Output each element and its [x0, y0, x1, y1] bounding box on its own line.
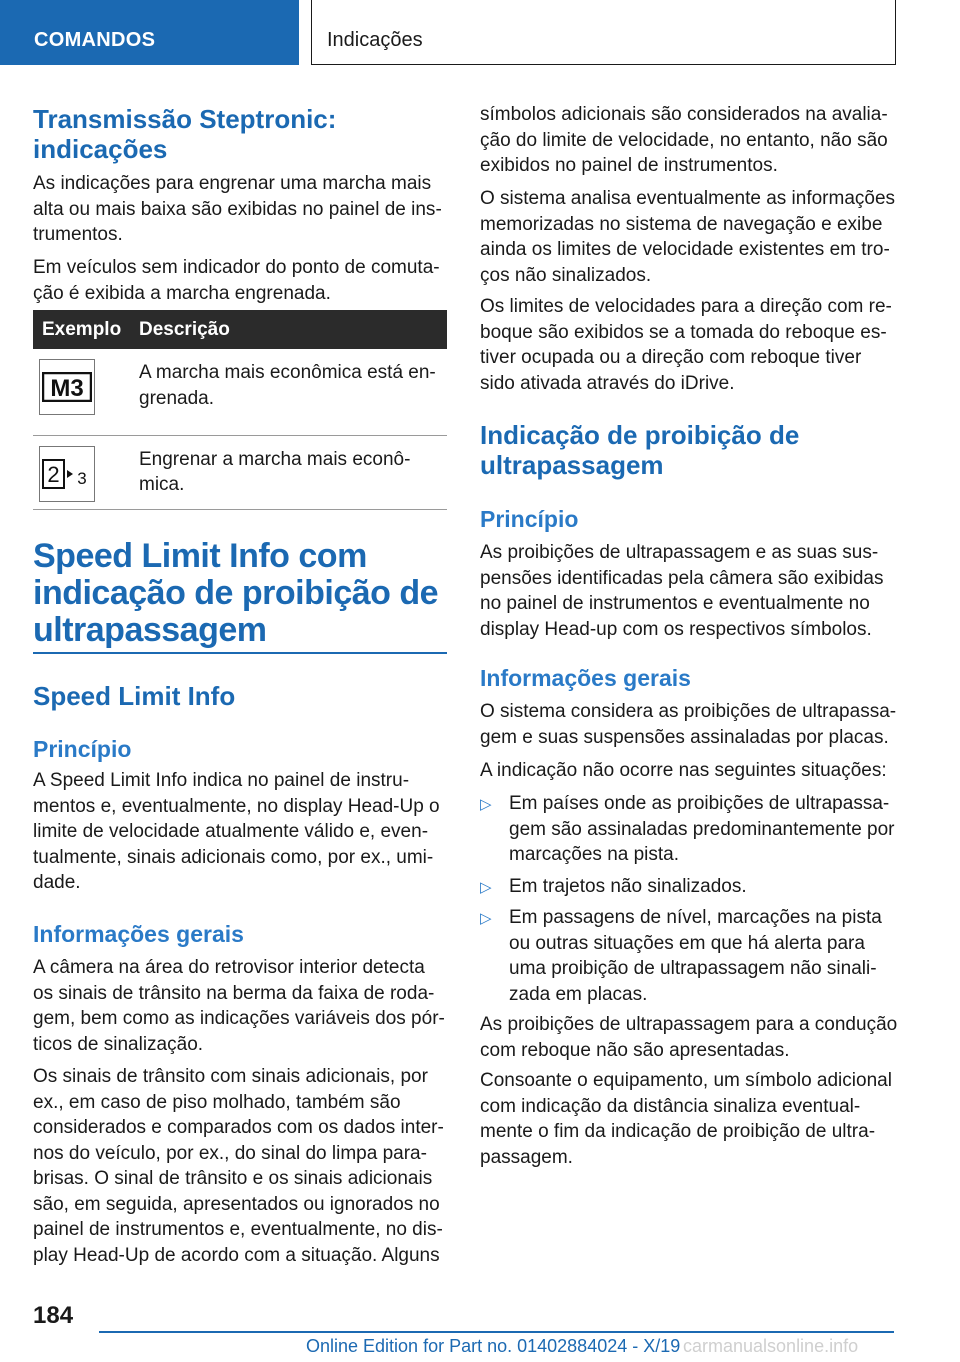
paragraph: Em veículos sem indicador do ponto de comutação é exibida a marcha engrenada. — [33, 257, 440, 304]
table-header-example: Exemplo — [33, 310, 129, 349]
table-cell-description: Engrenar a marcha mais econômica. — [129, 435, 447, 509]
shift-up-2-3-icon — [39, 446, 95, 502]
heading-principio: Princípio — [33, 736, 132, 762]
list-item: ▷ Em trajetos não sinalizados. — [480, 874, 898, 900]
section-label: Indicações — [327, 29, 423, 51]
paragraph: As indicações para engrenar uma marcha mais alta ou mais baixa são exibidas no painel de instrumentos. — [33, 173, 442, 245]
paragraph: As proibições de ultrapassagem e as suas suspensões identificadas pela câmera são exibidas no painel de instrumentos e eventualmente no display Head-up com os respectivos símbolos. — [480, 542, 884, 640]
list-item: ▷ Em países onde as proibições de ultrapassagem são assinaladas predominantemente por marcações na pista. — [480, 793, 895, 865]
svg-text:2: 2 — [47, 461, 60, 487]
bullet-triangle-icon: ▷ — [480, 796, 492, 813]
paragraph: O sistema considera as proibições de ultrapassagem e suas suspensões assinaladas por placas. — [480, 701, 897, 748]
paragraph: O sistema analisa eventualmente as informações memorizadas no sistema de navegação e exibe ainda os limites de velocidade existentes em troços não sinalizados. — [480, 188, 896, 286]
paragraph: Consoante o equipamento, um símbolo adicional com indicação da distância sinaliza eventualmente o fim da indicação de proibição de ultrapassagem. — [480, 1070, 892, 1168]
bullet-list — [480, 791, 898, 1007]
table-cell-description: A marcha mais econômica está engrenada. — [129, 349, 447, 435]
heading-rule — [33, 652, 447, 654]
paragraph: Os limites de velocidades para a direção com reboque são exibidos se a tomada do reboque estiver ocupada ou a direção com reboque tiver sido ativada através do iDrive. — [480, 296, 892, 394]
svg-text:3: 3 — [77, 468, 87, 488]
section-header — [311, 0, 896, 65]
chapter-tab — [0, 0, 299, 65]
heading-sli: Speed Limit Info — [33, 681, 236, 711]
table-row — [33, 435, 447, 509]
table-row — [33, 349, 447, 435]
bullet-triangle-icon: ▷ — [480, 910, 492, 927]
chapter-label: COMANDOS — [34, 29, 156, 51]
gear-indication-table — [33, 310, 447, 510]
paragraph: A indicação não ocorre nas seguintes situações: — [480, 760, 887, 781]
list-item: ▷ Em passagens de nível, marcações na pista ou outras situações em que há alerta para uma proibição de ultrapassagem não sinalizada em placas. — [480, 907, 882, 1005]
gear-m3-icon — [39, 359, 95, 415]
heading-principio: Princípio — [480, 506, 579, 532]
heading-steptronic: Transmissão Steptronic: indicações — [33, 104, 337, 164]
footer-rule — [99, 1331, 894, 1333]
watermark: carmanualsonline.info — [683, 1336, 859, 1356]
bullet-triangle-icon: ▷ — [480, 878, 492, 896]
heading-speed-limit-info: Speed Limit Info com indicação de proibição de ultrapassagem — [33, 537, 439, 649]
paragraph: símbolos adicionais são considerados na avaliação do limite de velocidade, no entanto, não são exibidos no painel de instrumentos. — [480, 104, 888, 176]
paragraph: A Speed Limit Info indica no painel de instrumentos e, eventualmente, no display Head-Up o limite de velocidade atualmente válido e, eventualmente, sinais adicionais como, por ex., umidade. — [33, 770, 440, 893]
paragraph: As proibições de ultrapassagem para a condução com reboque não são apresentadas. — [480, 1014, 898, 1061]
paragraph: A câmera na área do retrovisor interior detecta os sinais de trânsito na berma da faixa de rodagem, bem como as indicações variáveis dos pórticos de sinalização. — [33, 957, 445, 1055]
table-header-row — [33, 310, 447, 349]
paragraph: Os sinais de trânsito com sinais adicionais, por ex., em caso de piso molhado, também são considerados e comparados com os dados internos do veículo, por ex., do sinal do limpa para-brisas. O sinal de trânsito e os sinais adicionais são, em seguida, apresentados ou ignorados no painel de instrumentos e, eventualmente, no display Head-Up de acordo com a situação. Alguns — [33, 1066, 444, 1266]
heading-proibicao: Indicação de proibição de ultrapassagem — [480, 420, 800, 480]
edition-note: Online Edition for Part no. 01402884024 - X/19 — [306, 1336, 681, 1356]
heading-info-gerais: Informações gerais — [33, 921, 244, 947]
page-number: 184 — [33, 1302, 74, 1329]
svg-text:M3: M3 — [50, 375, 84, 402]
table-header-description: Descrição — [129, 310, 447, 349]
heading-info-gerais: Informações gerais — [480, 665, 691, 691]
